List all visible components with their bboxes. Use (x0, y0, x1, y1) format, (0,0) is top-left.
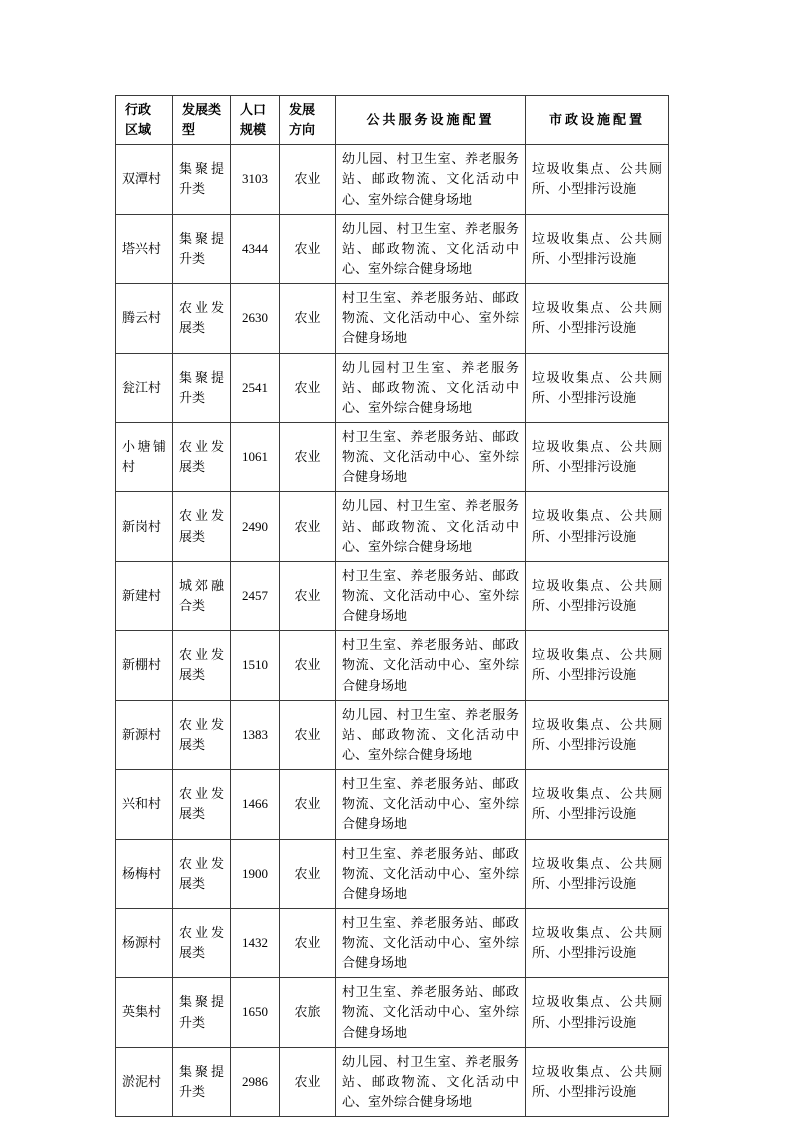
cell-village: 新岗村 (116, 492, 173, 561)
cell-municipal: 垃圾收集点、公共厕所、小型排污设施 (526, 284, 669, 353)
table-body (116, 145, 669, 1117)
table-row (116, 908, 669, 977)
village-facilities-table (115, 95, 669, 1117)
cell-public-services: 幼儿园、村卫生室、养老服务站、邮政物流、文化活动中心、室外综合健身场地 (336, 492, 526, 561)
cell-public-services: 幼儿园村卫生室、养老服务站、邮政物流、文化活动中心、室外综合健身场地 (336, 353, 526, 422)
cell-municipal: 垃圾收集点、公共厕所、小型排污设施 (526, 770, 669, 839)
cell-population: 2490 (231, 492, 280, 561)
cell-population: 1900 (231, 839, 280, 908)
cell-public-services: 幼儿园、村卫生室、养老服务站、邮政物流、文化活动中心、室外综合健身场地 (336, 145, 526, 214)
cell-municipal: 垃圾收集点、公共厕所、小型排污设施 (526, 353, 669, 422)
cell-type: 城郊融合类 (173, 561, 231, 630)
cell-population: 1650 (231, 978, 280, 1047)
header-type: 发展类型 (173, 96, 231, 145)
cell-direction: 农业 (280, 1047, 336, 1116)
cell-village: 新建村 (116, 561, 173, 630)
cell-direction: 农业 (280, 561, 336, 630)
table-row (116, 1047, 669, 1116)
cell-direction: 农业 (280, 492, 336, 561)
cell-direction: 农业 (280, 700, 336, 769)
cell-public-services: 幼儿园、村卫生室、养老服务站、邮政物流、文化活动中心、室外综合健身场地 (336, 700, 526, 769)
cell-public-services: 村卫生室、养老服务站、邮政物流、文化活动中心、室外综合健身场地 (336, 631, 526, 700)
cell-public-services: 村卫生室、养老服务站、邮政物流、文化活动中心、室外综合健身场地 (336, 908, 526, 977)
cell-direction: 农业 (280, 422, 336, 491)
table-row (116, 422, 669, 491)
cell-village: 杨源村 (116, 908, 173, 977)
cell-municipal: 垃圾收集点、公共厕所、小型排污设施 (526, 908, 669, 977)
header-population: 人口规模 (231, 96, 280, 145)
cell-public-services: 幼儿园、村卫生室、养老服务站、邮政物流、文化活动中心、室外综合健身场地 (336, 1047, 526, 1116)
cell-direction: 农业 (280, 631, 336, 700)
table-row (116, 700, 669, 769)
table-row (116, 492, 669, 561)
cell-village: 新源村 (116, 700, 173, 769)
cell-population: 4344 (231, 214, 280, 283)
cell-public-services: 村卫生室、养老服务站、邮政物流、文化活动中心、室外综合健身场地 (336, 978, 526, 1047)
table-row (116, 770, 669, 839)
cell-population: 1466 (231, 770, 280, 839)
cell-direction: 农旅 (280, 978, 336, 1047)
header-municipal: 市政设施配置 (526, 96, 669, 145)
cell-type: 集聚提升类 (173, 145, 231, 214)
cell-population: 1432 (231, 908, 280, 977)
cell-direction: 农业 (280, 214, 336, 283)
cell-village: 杨梅村 (116, 839, 173, 908)
cell-public-services: 村卫生室、养老服务站、邮政物流、文化活动中心、室外综合健身场地 (336, 770, 526, 839)
cell-municipal: 垃圾收集点、公共厕所、小型排污设施 (526, 561, 669, 630)
cell-public-services: 村卫生室、养老服务站、邮政物流、文化活动中心、室外综合健身场地 (336, 422, 526, 491)
header-public-services: 公共服务设施配置 (336, 96, 526, 145)
cell-type: 农业发展类 (173, 492, 231, 561)
cell-municipal: 垃圾收集点、公共厕所、小型排污设施 (526, 839, 669, 908)
cell-village: 小塘铺村 (116, 422, 173, 491)
cell-public-services: 村卫生室、养老服务站、邮政物流、文化活动中心、室外综合健身场地 (336, 284, 526, 353)
cell-population: 2986 (231, 1047, 280, 1116)
cell-municipal: 垃圾收集点、公共厕所、小型排污设施 (526, 978, 669, 1047)
cell-village: 塔兴村 (116, 214, 173, 283)
cell-type: 农业发展类 (173, 422, 231, 491)
cell-population: 2457 (231, 561, 280, 630)
cell-village: 英集村 (116, 978, 173, 1047)
cell-direction: 农业 (280, 908, 336, 977)
cell-public-services: 村卫生室、养老服务站、邮政物流、文化活动中心、室外综合健身场地 (336, 839, 526, 908)
cell-village: 新棚村 (116, 631, 173, 700)
cell-municipal: 垃圾收集点、公共厕所、小型排污设施 (526, 1047, 669, 1116)
table-row (116, 284, 669, 353)
header-direction: 发展方向 (280, 96, 336, 145)
header-region: 行政区域 (116, 96, 173, 145)
cell-municipal: 垃圾收集点、公共厕所、小型排污设施 (526, 214, 669, 283)
cell-type: 农业发展类 (173, 770, 231, 839)
cell-public-services: 幼儿园、村卫生室、养老服务站、邮政物流、文化活动中心、室外综合健身场地 (336, 214, 526, 283)
cell-municipal: 垃圾收集点、公共厕所、小型排污设施 (526, 492, 669, 561)
cell-direction: 农业 (280, 770, 336, 839)
cell-population: 1510 (231, 631, 280, 700)
cell-type: 集聚提升类 (173, 1047, 231, 1116)
cell-direction: 农业 (280, 839, 336, 908)
table-row (116, 145, 669, 214)
cell-public-services: 村卫生室、养老服务站、邮政物流、文化活动中心、室外综合健身场地 (336, 561, 526, 630)
cell-village: 双潭村 (116, 145, 173, 214)
table-row (116, 214, 669, 283)
cell-type: 集聚提升类 (173, 353, 231, 422)
cell-direction: 农业 (280, 284, 336, 353)
cell-population: 2541 (231, 353, 280, 422)
cell-direction: 农业 (280, 353, 336, 422)
cell-type: 农业发展类 (173, 700, 231, 769)
table-row (116, 631, 669, 700)
table-row (116, 561, 669, 630)
cell-type: 农业发展类 (173, 908, 231, 977)
cell-population: 3103 (231, 145, 280, 214)
cell-type: 农业发展类 (173, 839, 231, 908)
table-row (116, 839, 669, 908)
cell-population: 2630 (231, 284, 280, 353)
cell-village: 瓮江村 (116, 353, 173, 422)
table-row (116, 978, 669, 1047)
header-row (116, 96, 669, 145)
cell-municipal: 垃圾收集点、公共厕所、小型排污设施 (526, 422, 669, 491)
cell-population: 1383 (231, 700, 280, 769)
cell-type: 集聚提升类 (173, 214, 231, 283)
cell-direction: 农业 (280, 145, 336, 214)
cell-village: 兴和村 (116, 770, 173, 839)
cell-village: 腾云村 (116, 284, 173, 353)
cell-type: 农业发展类 (173, 631, 231, 700)
cell-municipal: 垃圾收集点、公共厕所、小型排污设施 (526, 145, 669, 214)
cell-village: 淤泥村 (116, 1047, 173, 1116)
table-header (116, 96, 669, 145)
cell-population: 1061 (231, 422, 280, 491)
cell-type: 集聚提升类 (173, 978, 231, 1047)
cell-municipal: 垃圾收集点、公共厕所、小型排污设施 (526, 700, 669, 769)
table-row (116, 353, 669, 422)
cell-type: 农业发展类 (173, 284, 231, 353)
cell-municipal: 垃圾收集点、公共厕所、小型排污设施 (526, 631, 669, 700)
